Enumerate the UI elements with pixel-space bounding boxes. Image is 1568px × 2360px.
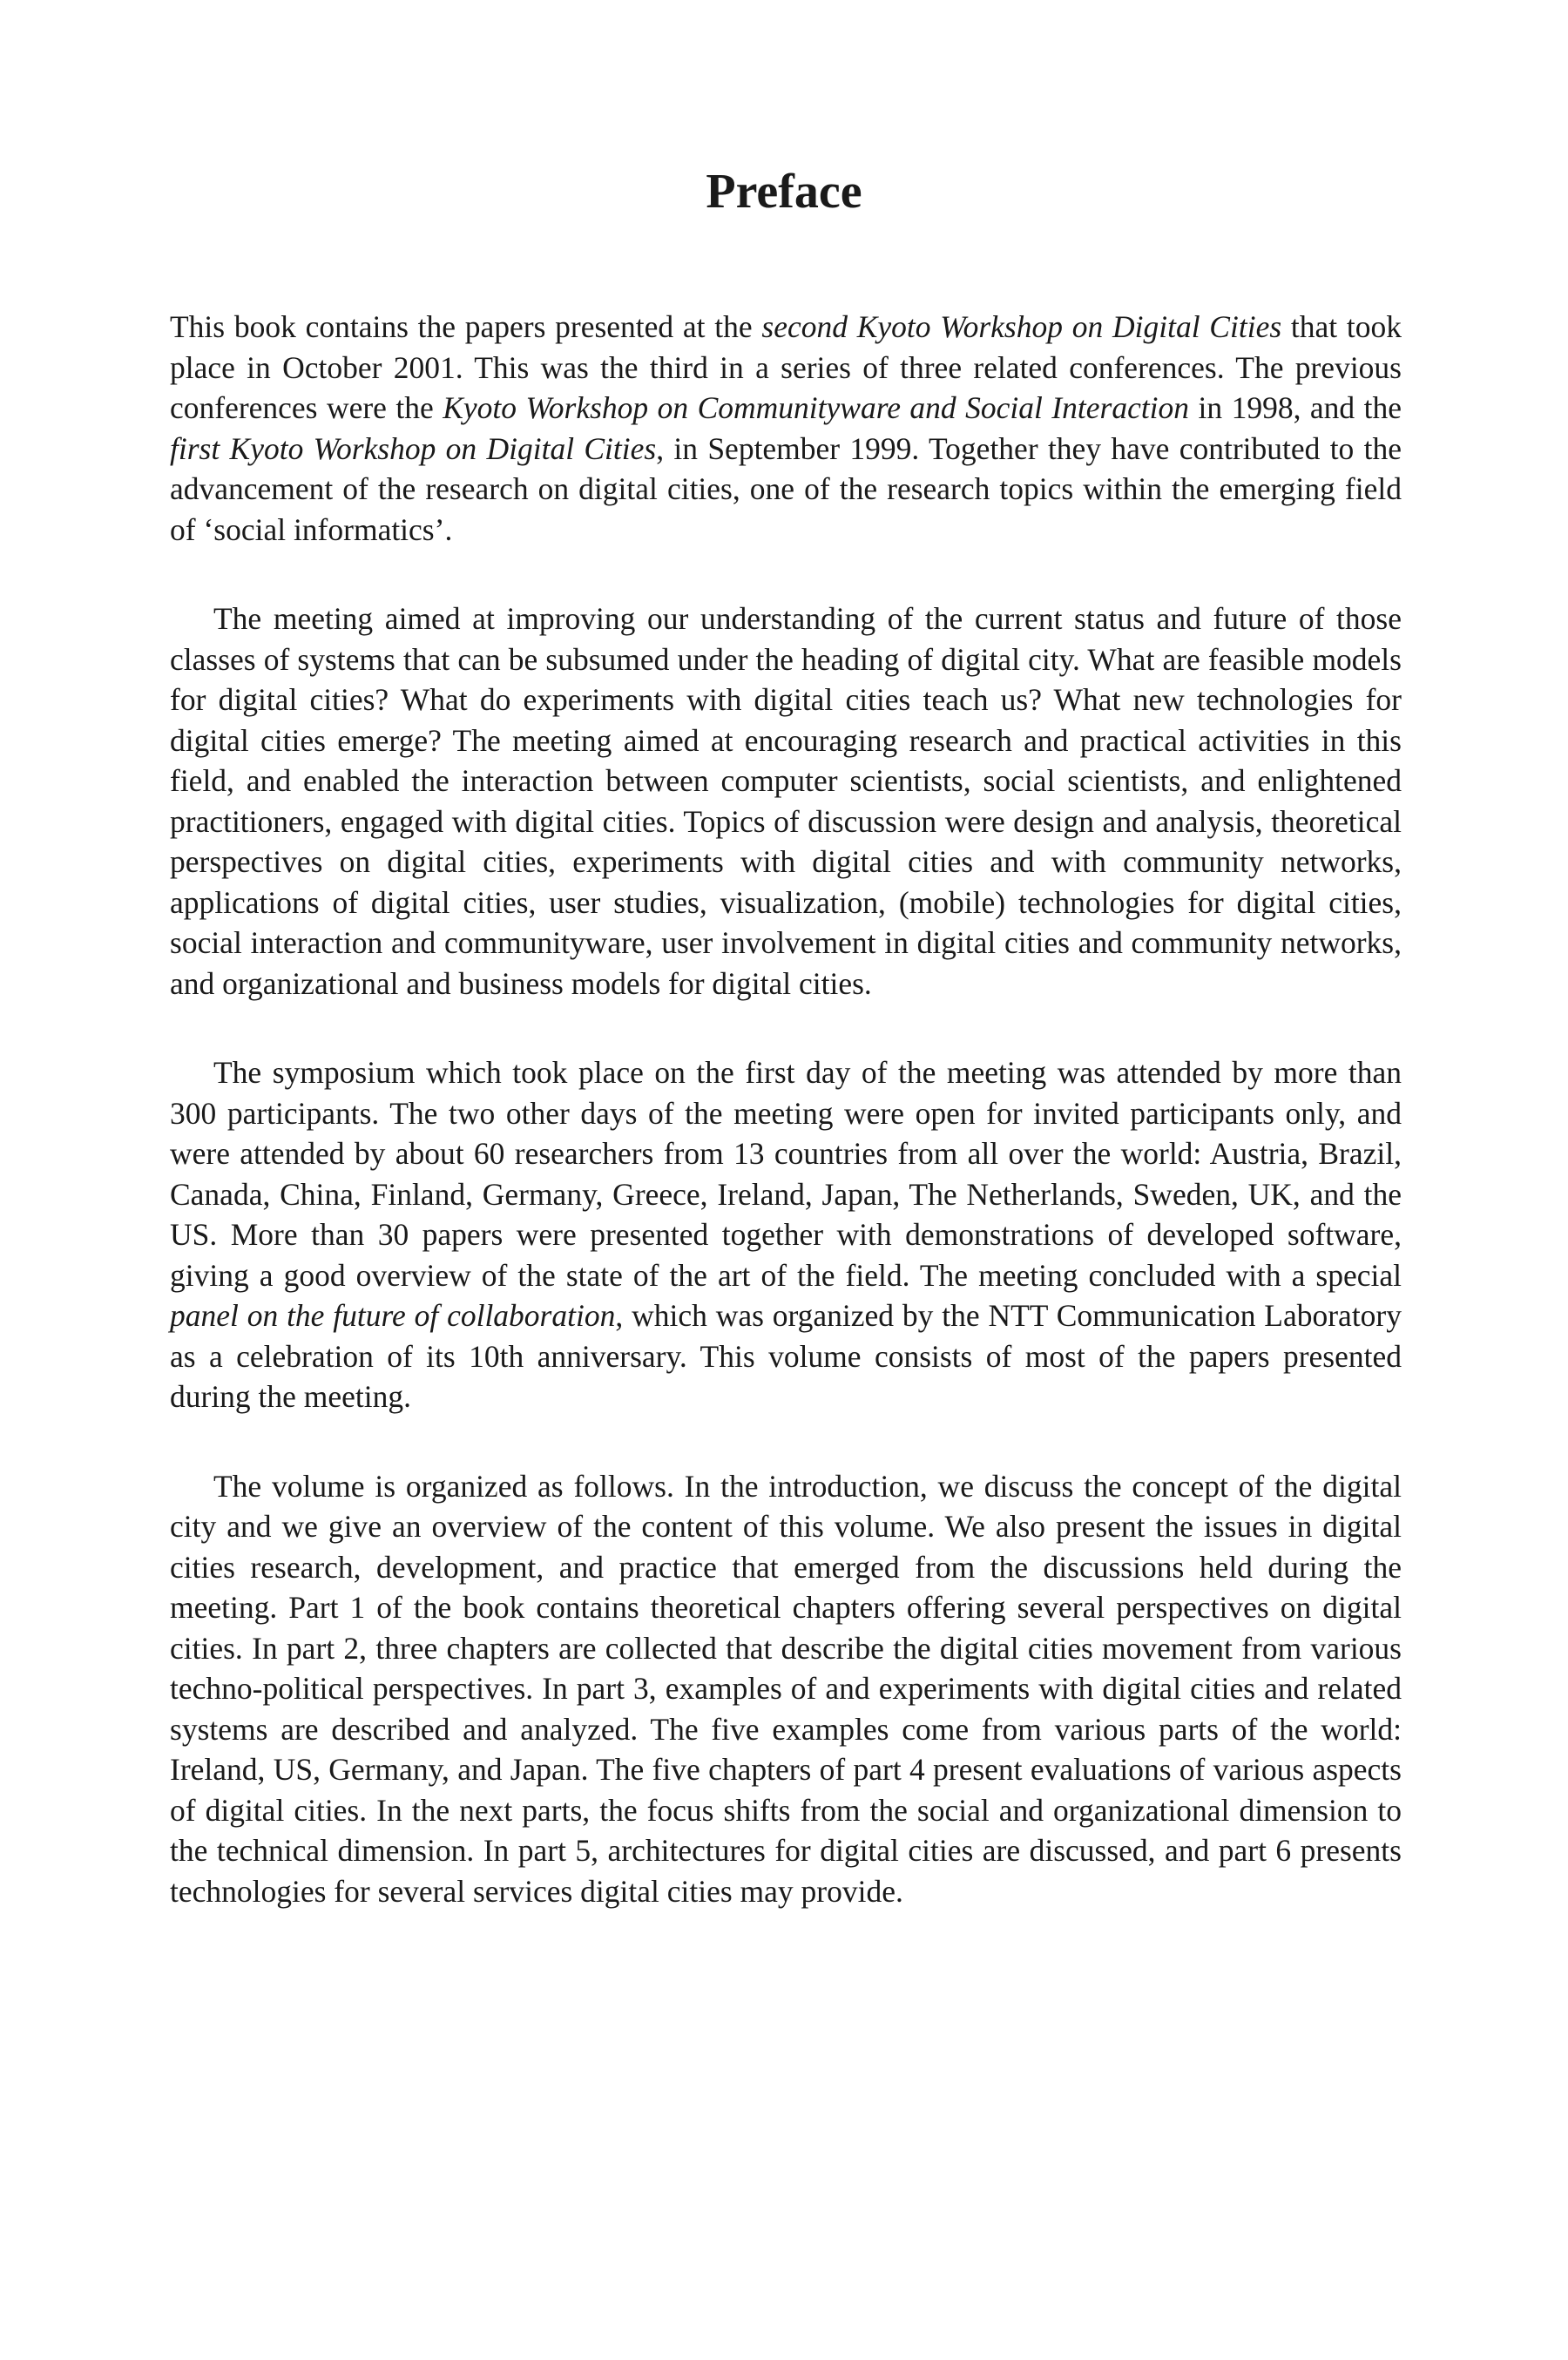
- paragraph-1: [170, 307, 1402, 550]
- page-title: Preface: [706, 165, 862, 219]
- italic-title-text: first Kyoto Workshop on Digital Cities: [170, 430, 657, 466]
- body-text-segment: in 1998, and the: [1189, 390, 1402, 425]
- paragraph-4: [170, 1466, 1402, 1912]
- italic-title-text: Kyoto Workshop on Communityware and Social Interaction: [443, 390, 1190, 425]
- body-text-segment: The volume is organized as follows. In the introduction, we discuss the concept of the digital city and we give an overview of the content of this volume. We also present the issues in digital cities research, development, and practice that emerged from the discussions held during the meeting. Part 1 of the book contains theoretical chapters offering several perspectives on digital cities. In part 2, three chapters are collected that describe the digital cities movement from various techno-political perspectives. In part 3, examples of and experiments with digital cities and related systems are described and analyzed. The five examples come from various parts of the world: Ireland, US, Germany, and Japan. The five chapters of part 4 present evaluations of various aspects of digital cities. In the next parts, the focus shifts from the social and organizational dimension to the technical dimension. In part 5, architectures for digital cities are discussed, and part 6 presents technologies for several services digital cities may provide.: [170, 1468, 1402, 1909]
- body-text-segment: The symposium which took place on the first day of the meeting was attended by more than 300 participants. The two other days of the meeting were open for invited participants only, and were attended by about 60 researchers from 13 countries from all over the world: Austria, Brazil, Canada, China, Finland, Germany, Greece, Ireland, Japan, The Netherlands, Sweden, UK, and the US. More than 30 papers were presented together with demonstrations of developed software, giving a good overview of the state of the art of the field. The meeting concluded with a special: [170, 1055, 1402, 1293]
- body-text-segment: , in September 1999. Together they have contributed to the advancement of the research on digital cities, one of the research topics within the emerging field of ‘social informatics’.: [170, 430, 1402, 547]
- body-text-segment: , which was organized by the NTT Communication Laboratory as a celebration of its 10th anniversary. This volume consists of most of the papers presented during the meeting.: [170, 1298, 1402, 1414]
- body-text-segment: The meeting aimed at improving our understanding of the current status and future of those classes of systems that can be subsumed under the heading of digital city. What are feasible models for digital cities? What do experiments with digital cities teach us? What new technologies for digital cities emerge? The meeting aimed at encouraging research and practical activities in this field, and enabled the interaction between computer scientists, social scientists, and enlightened practitioners, engaged with digital cities. Topics of discussion were design and analysis, theoretical perspectives on digital cities, experiments with digital cities and with community networks, applications of digital cities, user studies, visualization, (mobile) technologies for digital cities, social interaction and communityware, user involvement in digital cities and community networks, and organizational and business models for digital cities.: [170, 601, 1402, 1001]
- preface-body: [170, 307, 1402, 1960]
- paragraph-3: [170, 1052, 1402, 1417]
- body-text-segment: that took place in October 2001. This was the third in a series of three related conferences. The previous conferences were the: [170, 309, 1402, 425]
- paragraph-2: [170, 598, 1402, 1004]
- italic-title-text: panel on the future of collaboration: [170, 1298, 616, 1333]
- body-text-segment: This book contains the papers presented at the: [170, 309, 762, 344]
- italic-title-text: second Kyoto Workshop on Digital Cities: [761, 309, 1282, 344]
